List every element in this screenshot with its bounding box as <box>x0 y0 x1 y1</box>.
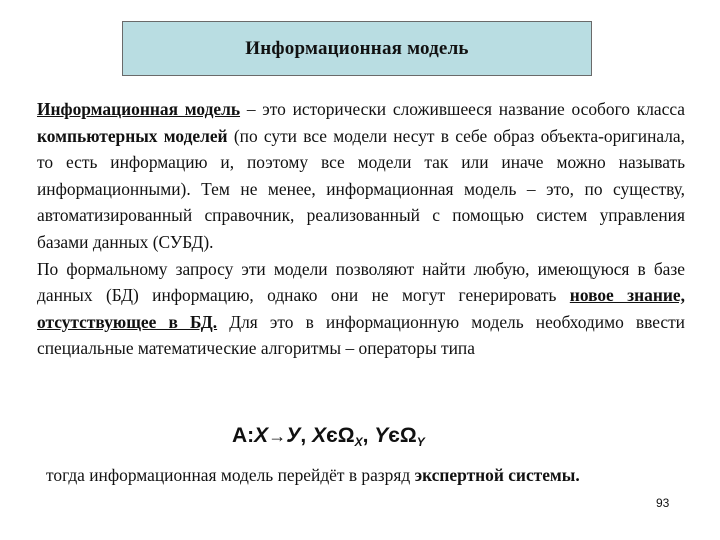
formula-subscript-y: Y <box>416 435 425 449</box>
formula-operator: A: <box>232 424 255 447</box>
formula-omega-1: Ω <box>337 424 355 447</box>
main-text <box>37 96 685 362</box>
slide-title: Информационная модель <box>245 37 469 59</box>
formula-y: У <box>286 424 301 447</box>
formula-omega-2: Ω <box>399 424 417 447</box>
page-number: 93 <box>656 496 670 510</box>
formula-subscript-x: X <box>354 435 363 449</box>
term-expert-system: экспертной системы. <box>414 465 580 485</box>
emphasis-new-knowledge: новое знание, отсутствующее в БД. <box>37 285 685 332</box>
paragraph-2-text-a: По формальному запросу эти модели позволяют найти любую, имеющуюся в базе данных (БД) информацию, однако они не могут генерировать <box>37 258 685 306</box>
slide-title-box <box>122 21 592 76</box>
formula-y-element: Y <box>374 424 389 447</box>
paragraph-1-text-a: – это исторически сложившееся название особого класса <box>240 99 685 119</box>
term-information-model: Информационная модель <box>37 99 241 119</box>
formula-in-symbol-1: є <box>326 424 338 447</box>
paragraph-conclusion <box>46 462 686 489</box>
formula-x-element: X <box>312 424 327 447</box>
formula-separator-2: , <box>362 424 375 447</box>
operator-formula <box>232 424 425 449</box>
term-computer-models: компьютерных моделей <box>37 125 228 146</box>
formula-x: X <box>254 424 269 447</box>
formula-in-symbol-2: є <box>388 424 400 447</box>
paragraph-definition <box>37 96 685 256</box>
conclusion-text <box>46 462 686 489</box>
paragraph-2-text-b: Для это в информационную модель необходимо ввести специальные математические алгоритмы – операторы типа <box>37 311 685 359</box>
paragraph-query <box>37 256 685 362</box>
formula-separator-1: , <box>300 424 313 447</box>
paragraph-1-text-b: (по сути все модели несут в себе образ объекта-оригинала, то есть информацию и, поэтому все модели так или иначе можно называть информационными). Тем не менее, информационная модель – это, по существу, автоматизированный справочник, реализованный с помощью систем управления базами данных (СУБД). <box>37 125 685 252</box>
formula-arrow: → <box>268 426 287 446</box>
paragraph-3-text-a: тогда информационная модель перейдёт в разряд <box>46 465 415 485</box>
